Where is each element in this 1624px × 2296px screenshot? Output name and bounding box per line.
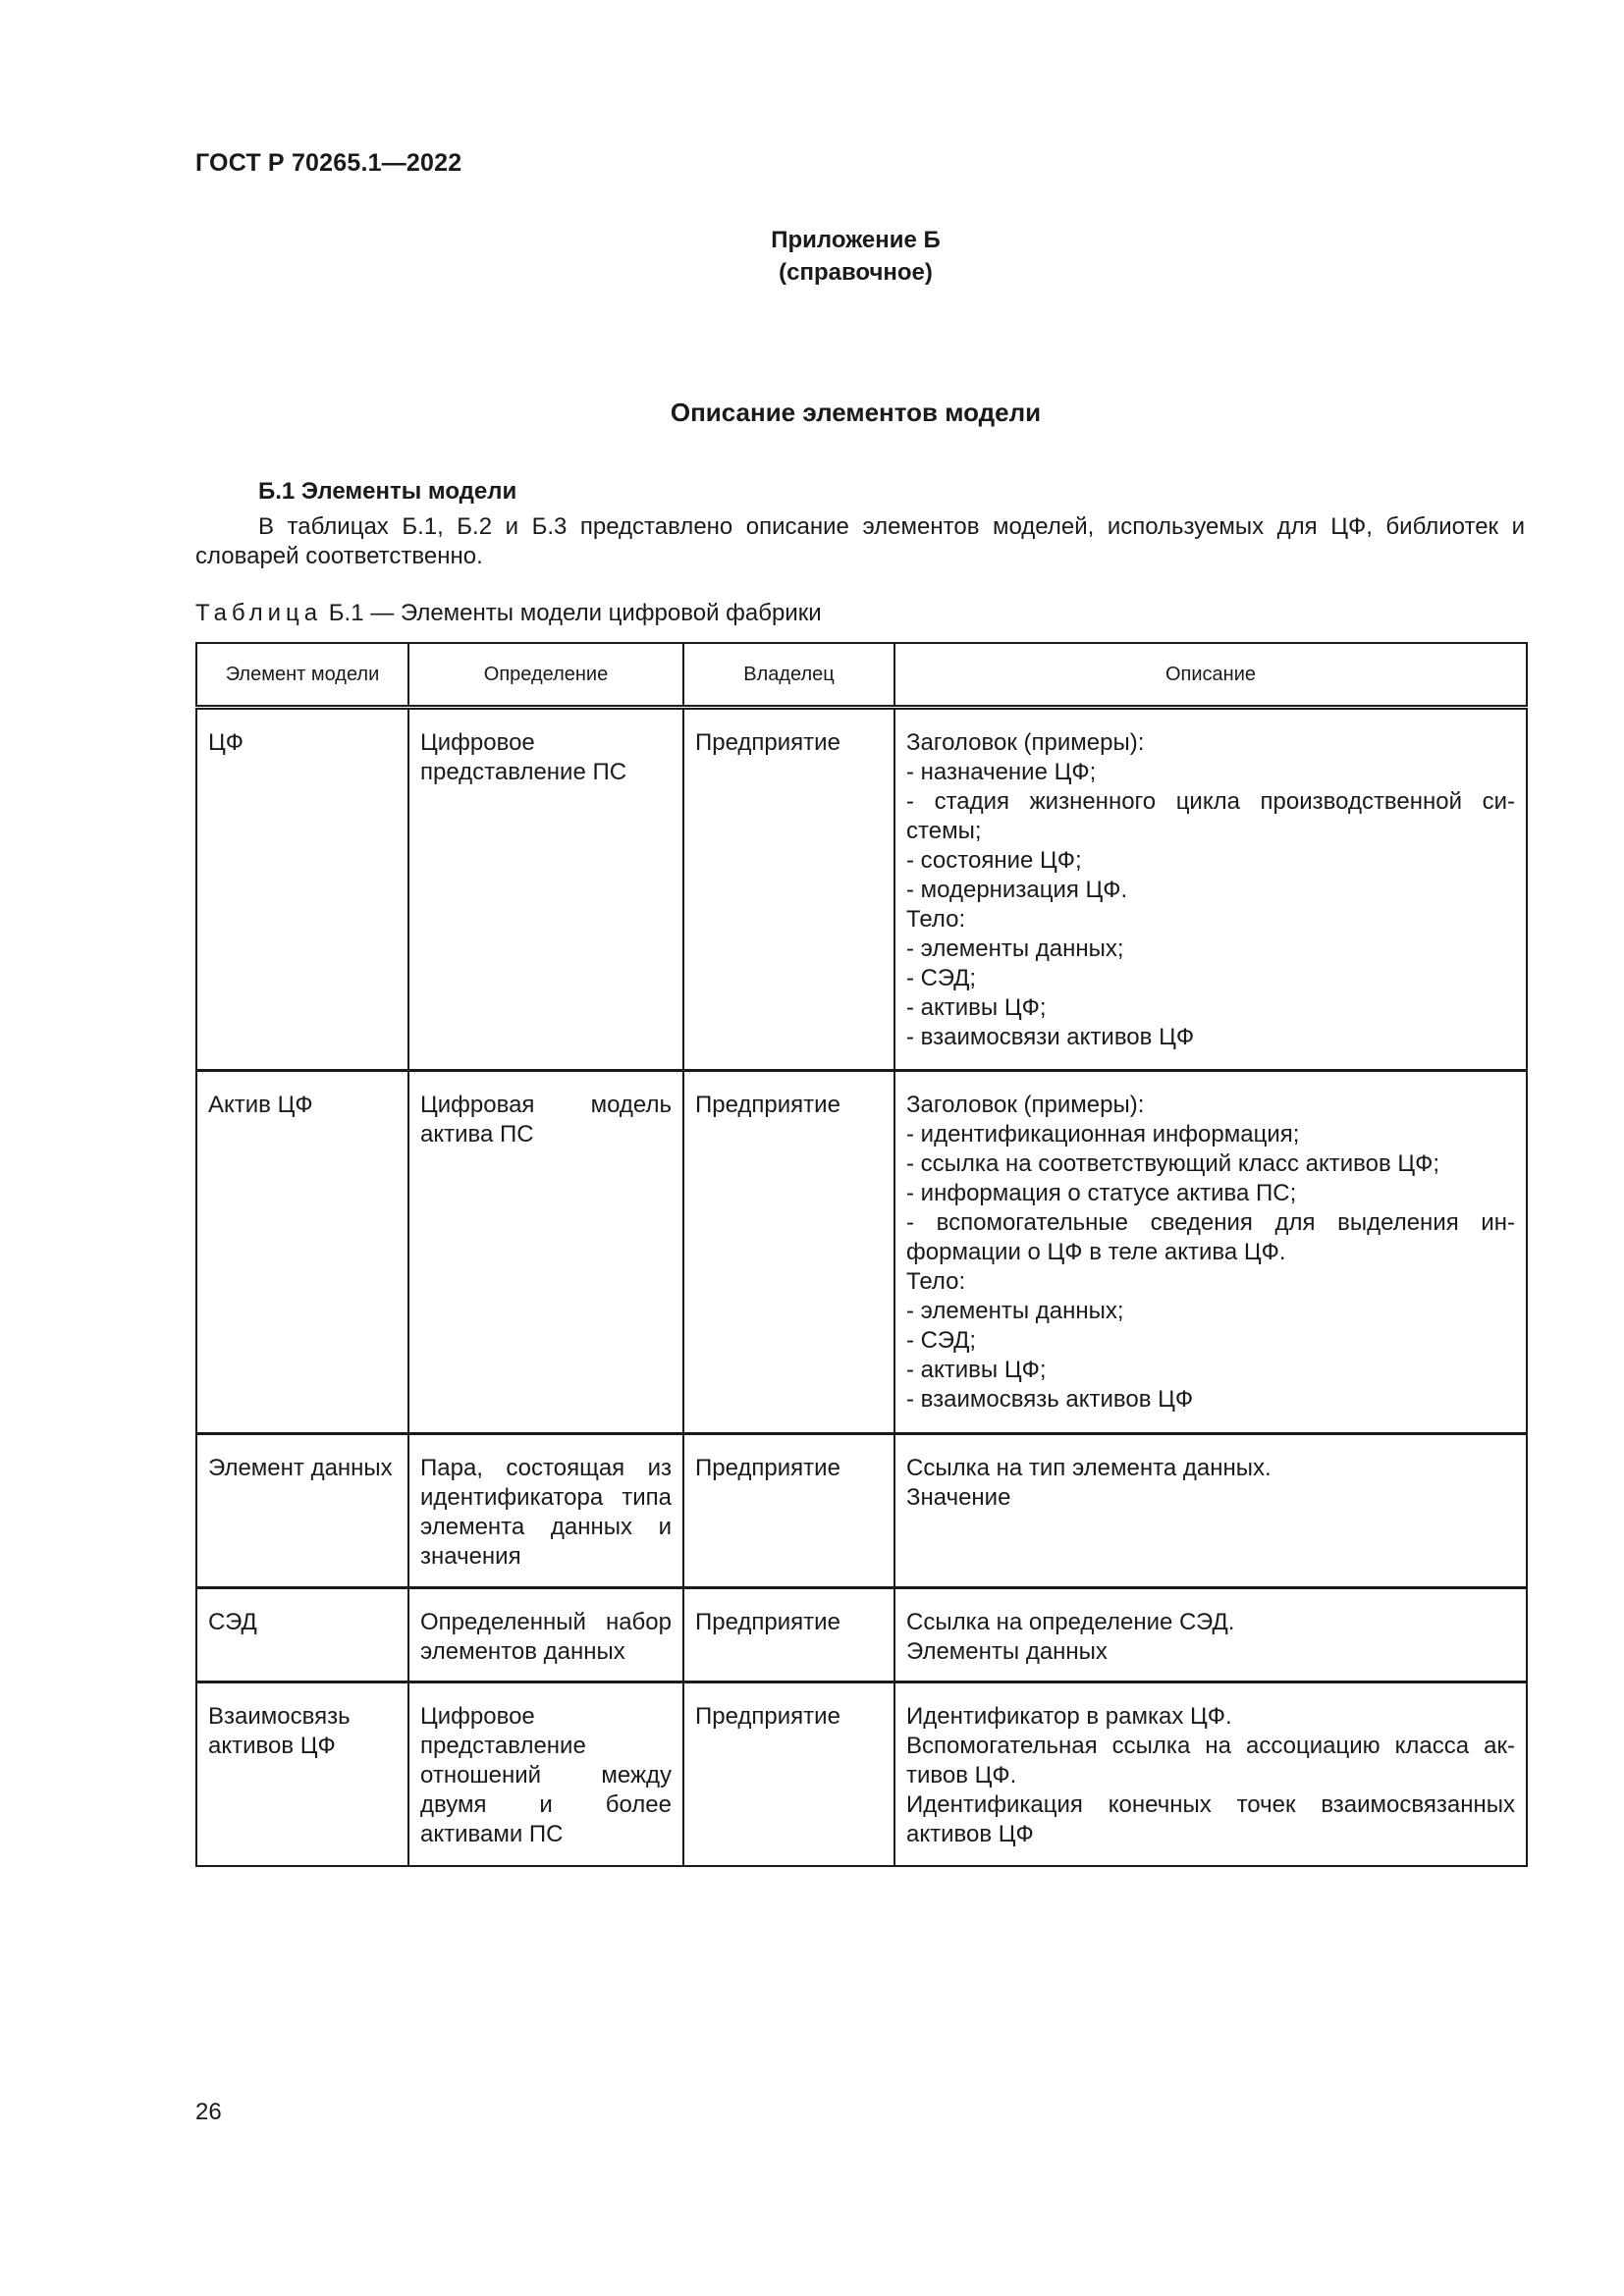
description-line: Тело:: [906, 906, 966, 933]
appendix-heading: [0, 224, 1624, 289]
description-line: - взаимосвязь активов ЦФ: [906, 1386, 1194, 1413]
model-elements-table: [195, 642, 1528, 1867]
header-definition: Определение: [408, 643, 683, 708]
description-line: Ссылка на определение СЭД.: [906, 1609, 1235, 1635]
description-line: - ссылка на соответствующий класс активов ЦФ;: [906, 1150, 1440, 1177]
description-line: - активы ЦФ;: [906, 994, 1047, 1021]
page-number: 26: [195, 2099, 222, 2125]
table-row: [196, 1682, 1527, 1866]
description-line: - СЭД;: [906, 1327, 977, 1354]
cell-definition: Пара, состоящая из идентификатора типа элемента данных и значения: [408, 1434, 683, 1588]
description-line: - модернизация ЦФ.: [906, 877, 1128, 903]
description-line: - вспомогательные сведения для выделения ин-: [906, 1209, 1515, 1236]
description-line: Ссылка на тип элемента данных.: [906, 1455, 1272, 1481]
cell-owner: Предприятие: [683, 1071, 894, 1434]
table-caption-word: Таблица: [195, 600, 323, 626]
document-code: ГОСТ Р 70265.1—2022: [195, 149, 462, 177]
cell-definition: Цифровая модель актива ПС: [408, 1071, 683, 1434]
header-description: Описание: [894, 643, 1527, 708]
appendix-subtitle: (справочное): [779, 259, 933, 286]
description-line: Тело:: [906, 1268, 966, 1295]
cell-owner: Предприятие: [683, 708, 894, 1071]
intro-line-2: словарей соответственно.: [195, 543, 483, 569]
cell-description: [894, 1588, 1527, 1682]
description-line: Идентификация конечных точек взаимосвязанных: [906, 1791, 1515, 1818]
description-line: Заголовок (примеры):: [906, 729, 1145, 756]
table-header-row: [196, 643, 1527, 708]
subsection-title: Б.1 Элементы модели: [258, 478, 517, 505]
description-line: - элементы данных;: [906, 935, 1124, 962]
cell-owner: Предприятие: [683, 1434, 894, 1588]
cell-element: СЭД: [196, 1588, 408, 1682]
description-line: - назначение ЦФ;: [906, 759, 1097, 785]
description-line: Заголовок (примеры):: [906, 1092, 1145, 1118]
intro-line-1: В таблицах Б.1, Б.2 и Б.3 представлено описание элементов моделей, используемых для ЦФ, библиотек и: [258, 513, 1525, 540]
description-line: Вспомогательная ссылка на ассоциацию класса ак-: [906, 1733, 1515, 1759]
table-row: [196, 1071, 1527, 1434]
header-element: Элемент модели: [196, 643, 408, 708]
description-line: - элементы данных;: [906, 1298, 1124, 1324]
cell-owner: Предприятие: [683, 1588, 894, 1682]
cell-element: Взаимосвязь активов ЦФ: [196, 1682, 408, 1866]
intro-paragraph: [195, 512, 1525, 571]
table-caption-text: Б.1 — Элементы модели цифровой фабрики: [322, 600, 822, 626]
cell-element: Элемент данных: [196, 1434, 408, 1588]
cell-definition: Цифровое представление отношений между двумя и более активами ПС: [408, 1682, 683, 1866]
table-row: [196, 1434, 1527, 1588]
description-line: Значение: [906, 1484, 1011, 1511]
cell-description: [894, 1682, 1527, 1866]
description-line: Идентификатор в рамках ЦФ.: [906, 1703, 1232, 1730]
description-line: - СЭД;: [906, 965, 977, 991]
cell-definition: Определенный набор элементов данных: [408, 1588, 683, 1682]
appendix-title: Приложение Б: [771, 227, 941, 253]
cell-element: ЦФ: [196, 708, 408, 1071]
cell-element: Актив ЦФ: [196, 1071, 408, 1434]
table-caption: [195, 600, 822, 627]
description-line: - информация о статусе актива ПС;: [906, 1180, 1297, 1206]
cell-definition: Цифровое представление ПС: [408, 708, 683, 1071]
cell-description: [894, 1071, 1527, 1434]
description-line: стемы;: [906, 818, 982, 844]
description-line: формации о ЦФ в теле актива ЦФ.: [906, 1239, 1286, 1265]
description-line: - активы ЦФ;: [906, 1357, 1047, 1383]
section-title: Описание элементов модели: [670, 398, 1042, 427]
description-line: - состояние ЦФ;: [906, 847, 1082, 874]
description-line: - идентификационная информация;: [906, 1121, 1300, 1148]
description-line: - стадия жизненного цикла производственной си-: [906, 788, 1515, 815]
cell-description: [894, 708, 1527, 1071]
description-line: активов ЦФ: [906, 1821, 1034, 1847]
description-line: тивов ЦФ.: [906, 1762, 1017, 1789]
cell-description: [894, 1434, 1527, 1588]
table-row: [196, 708, 1527, 1071]
description-line: Элементы данных: [906, 1638, 1108, 1665]
cell-owner: Предприятие: [683, 1682, 894, 1866]
header-owner: Владелец: [683, 643, 894, 708]
description-line: - взаимосвязи активов ЦФ: [906, 1024, 1195, 1050]
table-row: [196, 1588, 1527, 1682]
